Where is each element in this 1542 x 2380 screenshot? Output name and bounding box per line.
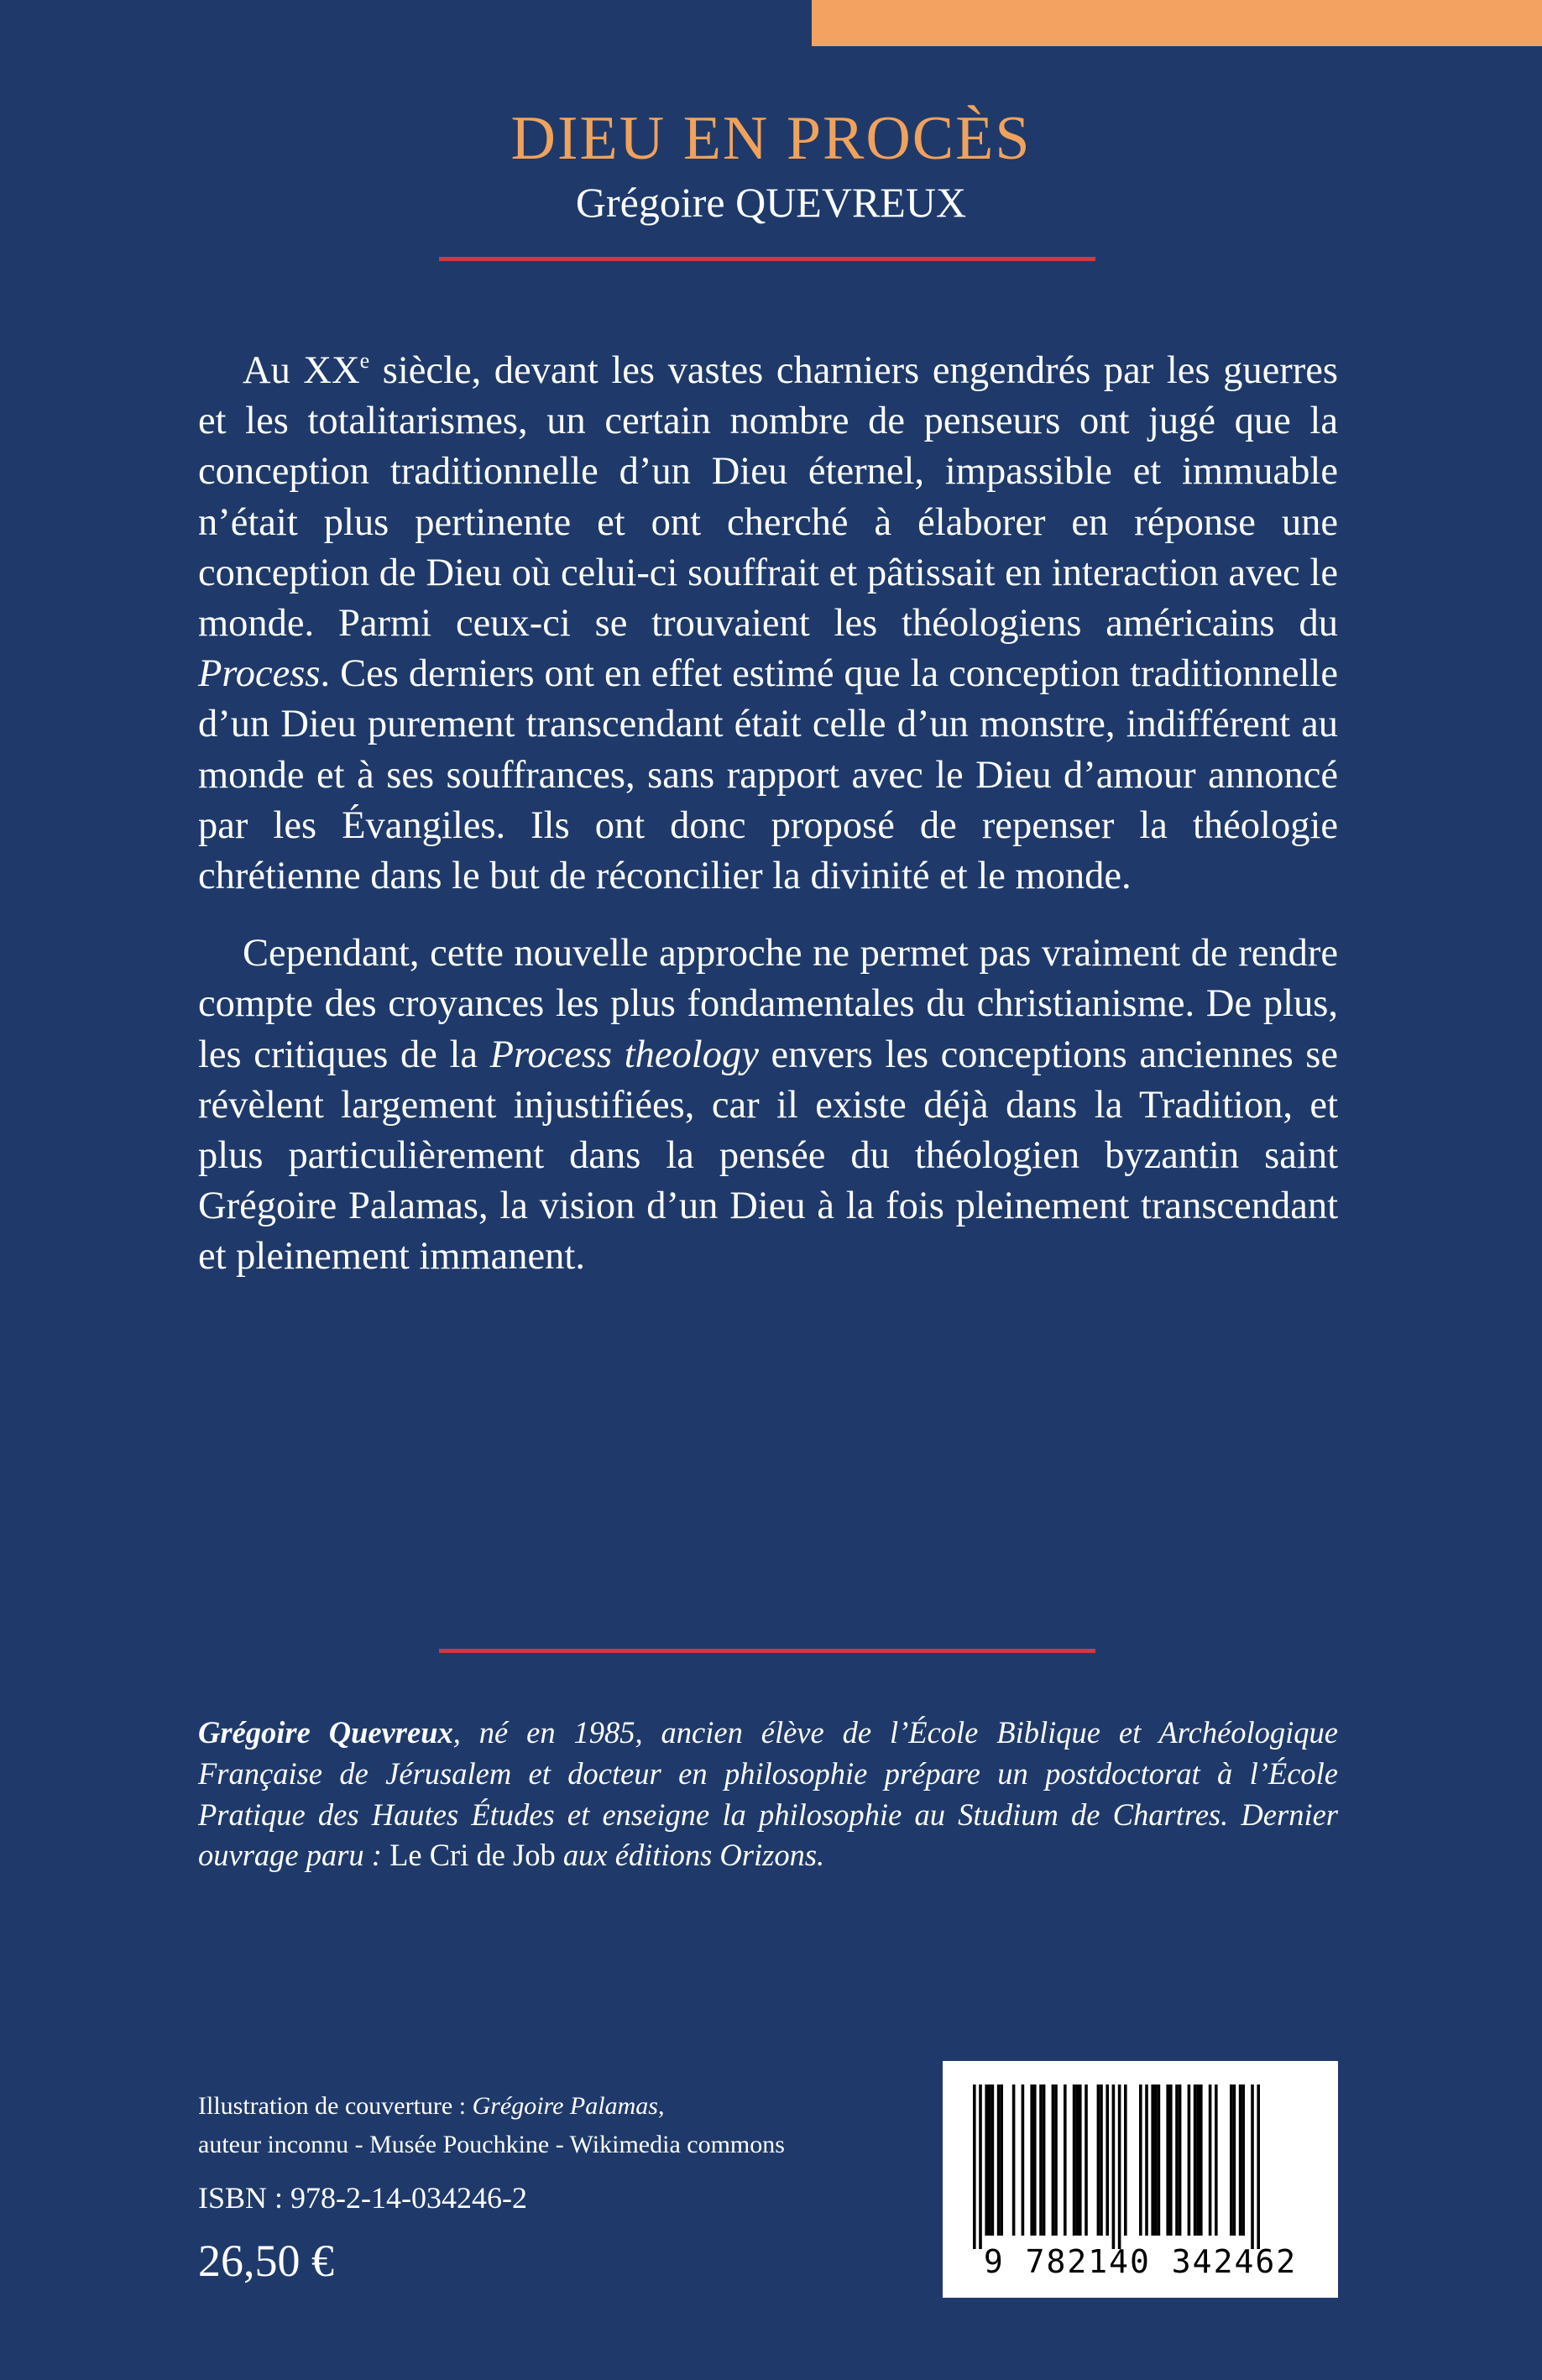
barcode-bar [1100, 2084, 1103, 2236]
barcode-guard-bar [979, 2084, 982, 2249]
barcode-bar [1215, 2084, 1218, 2236]
barcode-bar [1000, 2084, 1003, 2236]
barcode-bar [1075, 2084, 1079, 2236]
barcode-bar [1139, 2084, 1142, 2236]
barcode-bar [1209, 2084, 1212, 2236]
bio-divider [439, 1649, 1095, 1653]
barcode-bar [1106, 2084, 1109, 2236]
barcode-guard-bar [1118, 2084, 1121, 2249]
barcode-bar [1196, 2084, 1200, 2236]
barcode-bar [1188, 2084, 1191, 2236]
barcode-bar [1145, 2084, 1148, 2236]
bio-author-name: Grégoire Quevreux [198, 1715, 453, 1750]
barcode-bar [1151, 2084, 1154, 2236]
title-divider [439, 257, 1095, 261]
barcode-guard-bar [1251, 2084, 1254, 2249]
barcode-bar [1097, 2084, 1100, 2236]
corner-color-band [812, 0, 1542, 46]
barcode-bar [1124, 2084, 1127, 2236]
barcode-bar [1039, 2084, 1043, 2236]
barcode-bar [997, 2084, 1001, 2236]
isbn: ISBN : 978-2-14-034246-2 [198, 2181, 527, 2215]
barcode-bar [1230, 2084, 1233, 2236]
barcode-bar [1179, 2084, 1182, 2236]
barcode-guard-bar [1257, 2084, 1260, 2249]
barcode-bar [1239, 2084, 1242, 2236]
barcode-bar [1085, 2084, 1088, 2236]
barcode-bar [985, 2084, 988, 2236]
barcode-bar [991, 2084, 995, 2236]
barcode-bar [1043, 2084, 1046, 2236]
barcode-bar [1154, 2084, 1158, 2236]
illustration-credit: Illustration de couverture : Grégoire Palamas, auteur inconnu - Musée Pouchkine - Wikimedia commons [198, 2092, 785, 2158]
barcode-bar [1064, 2084, 1067, 2236]
barcode-bar [1158, 2084, 1161, 2236]
barcode-guard-bar [973, 2084, 976, 2249]
author-bio: Grégoire Quevreux, né en 1985, ancien élève de l’École Biblique et Archéologique Française de Jérusalem et docteur en philosophie prépare un postdoctorat à l’École Pratique des Hautes Études et enseigne la philosophie au Studium de Chartres. Dernier ouvrage paru : Le Cri de Job aux éditions Orizons. [198, 1715, 1338, 1873]
price: 26,50 € [198, 2236, 334, 2286]
barcode-bar [1033, 2084, 1037, 2236]
barcode-bar [1169, 2084, 1173, 2236]
barcode-bar [1241, 2084, 1245, 2236]
blurb-paragraph-1: Au XXe siècle, devant les vastes charniers engendrés par les guerres et les totalitarismes, un certain nombre de penseurs ont jugé que la conception traditionnelle d’un Dieu éternel, impassible et immuable n’était plus pertinente et ont cherché à élaborer en réponse une conception de Dieu où celui-ci souffrait et pâtissait en interaction avec le monde. Parmi ceux-ci se trouvaient les théologiens américains du Process. Ces derniers ont en effet estimé que la conception traditionnelle d’un Dieu purement transcendant était celle d’un monstre, indifférent au monde et à ses souffrances, sans rapport avec le Dieu d’amour annoncé par les Évangiles. Ils ont donc proposé de repenser la théologie chrétienne dans le but de réconcilier la divinité et le monde. [198, 348, 1338, 898]
barcode-bar [1054, 2084, 1058, 2236]
book-title: DIEU EN PROCÈS [510, 104, 1032, 173]
author-name: Grégoire QUEVREUX [575, 179, 967, 226]
barcode-bar [1175, 2084, 1179, 2236]
barcode-bar [1233, 2084, 1236, 2236]
barcode-bar [1030, 2084, 1033, 2236]
barcode-bar [1022, 2084, 1025, 2236]
barcode [943, 2061, 1338, 2298]
barcode-bar [1194, 2084, 1197, 2236]
barcode-bar [1052, 2084, 1055, 2236]
bio-book-title: Le Cri de Job [389, 1838, 556, 1873]
century-superscript: e [359, 348, 370, 373]
blurb-paragraph-2: Cependant, cette nouvelle approche ne permet pas vraiment de rendre compte des croyances les plus fondamentales du christianisme. De plus, les critiques de la Process theology envers les conceptions anciennes se révèlent largement injustifiées, car il existe déjà dans la Tradition, et plus particulièrement dans la pensée du théologien byzantin saint Grégoire Palamas, la vision d’un Dieu à la fois pleinement transcendant et pleinement immanent. [198, 932, 1339, 1279]
barcode-guard-bar [1112, 2084, 1116, 2249]
barcode-bar [1012, 2084, 1016, 2236]
back-cover-blurb [198, 346, 1338, 1283]
barcode-digits: 9 782140 342462 [983, 2243, 1298, 2280]
barcode-bar [1073, 2084, 1076, 2236]
barcode-bar [1079, 2084, 1082, 2236]
barcode-bar [1166, 2084, 1169, 2236]
barcode-bar [1200, 2084, 1203, 2236]
barcode-bar [988, 2084, 991, 2236]
